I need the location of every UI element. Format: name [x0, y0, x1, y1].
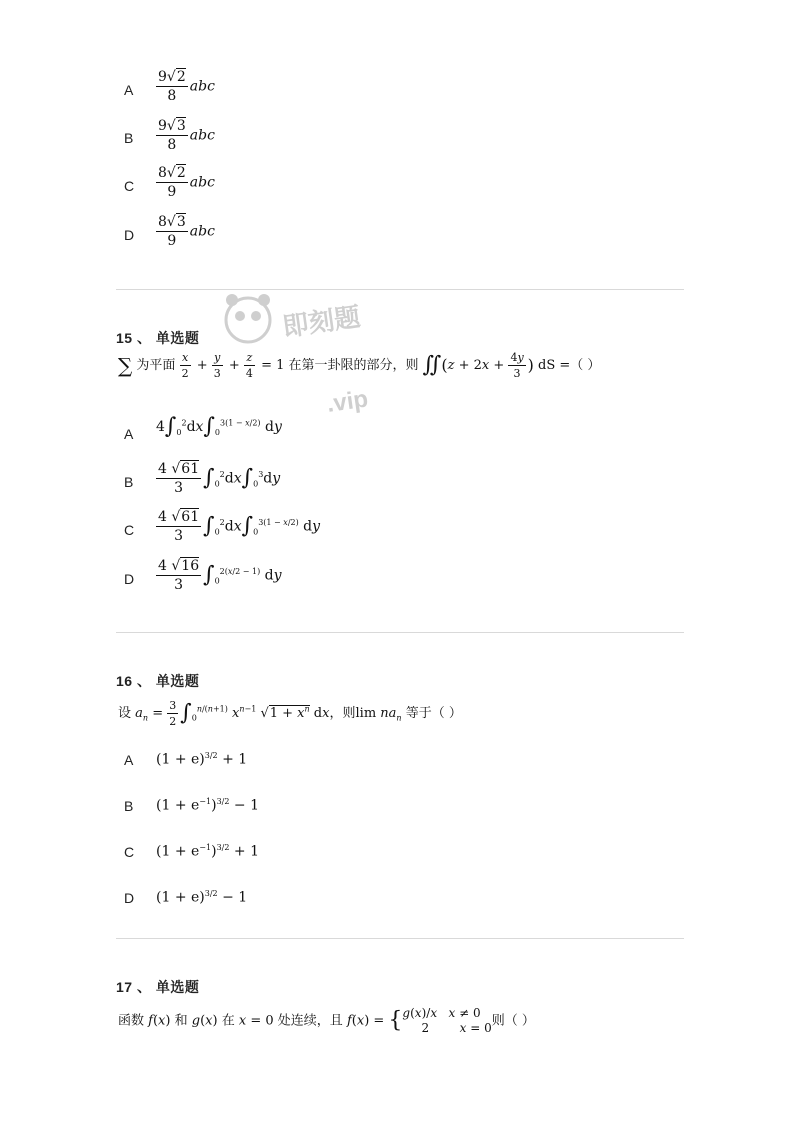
- q16-option-c-math[interactable]: $(1 + e^{-1})^{3/2} + 1$: [156, 843, 259, 860]
- q16-option-a-math[interactable]: $(1 + e)^{3/2} + 1$: [156, 751, 248, 768]
- q16-option-b-math[interactable]: $(1 + e^{-1})^{3/2} - 1$: [156, 797, 259, 814]
- q15-option-d-math[interactable]: $\frac{4 √16}{3}$ $\int_0^{2(x/2 - 1)}$ dy: [158, 558, 282, 593]
- q15-stem: ∑ 为平面 $\frac{x}{2}$ + $\frac{y}{3}$ + $\frac{z}{4}$ = 1 在第一卦限的部分，则 ∬(z + 2x + $\frac{4y}{3}$ ) dS =（ ）: [118, 351, 601, 380]
- q17-stem: 函数 f(x) 和 g(x) 在 x = 0 处连续，且 f(x) = {g(x)/x x ≠ 0 2 x = 0则（ ）: [118, 1006, 535, 1035]
- q15-number: 15: [116, 330, 133, 346]
- watermark-domain: .vip: [325, 385, 370, 418]
- q17-header: 17 、 单选题: [116, 979, 200, 995]
- q16-type: 单选题: [155, 673, 200, 689]
- q15-header: 15 、 单选题: [116, 330, 200, 346]
- divider: [116, 938, 684, 939]
- q17-number: 17: [116, 979, 133, 995]
- q16-option-d-math[interactable]: $(1 + e)^{3/2} - 1$: [156, 889, 248, 906]
- q15-option-a-math[interactable]: $4\int_0^2dx\int_0^{3(1 - x/2)}$ dy: [156, 414, 282, 439]
- q15-option-a-label[interactable]: A: [124, 426, 134, 442]
- q15-option-b-label[interactable]: B: [124, 474, 134, 490]
- q16-stem: 设 $a_n$ = $\frac{3}{2}$ $\int_0^{n/(n+1)}$ $x^{n-1}$ $√1 + x^n$ dx，则$\lim na_n$ 等于（ ）: [118, 699, 462, 728]
- q14-option-c-label[interactable]: C: [124, 178, 135, 194]
- q14-option-a-label[interactable]: A: [124, 82, 134, 98]
- q16-option-a-label[interactable]: A: [124, 752, 134, 768]
- q14-option-c-math[interactable]: $\frac{8√2}{9}$ abc: [158, 165, 215, 200]
- q17-type: 单选题: [155, 979, 200, 995]
- q16-header: 16 、 单选题: [116, 673, 200, 689]
- q15-option-d-label[interactable]: D: [124, 571, 135, 587]
- q15-option-c-label[interactable]: C: [124, 522, 135, 538]
- q14-option-b-label[interactable]: B: [124, 130, 134, 146]
- q15-option-b-math[interactable]: $\frac{4 √61}{3}$ $\int_0^2dx\int_0^3dy$: [158, 461, 281, 496]
- q14-option-b-math[interactable]: $\frac{9√3}{8}$ abc: [158, 118, 215, 153]
- q14-option-d-math[interactable]: $\frac{8√3}{9}$ abc: [158, 214, 215, 249]
- divider: [116, 632, 684, 633]
- q15-type: 单选题: [155, 330, 200, 346]
- q16-number: 16: [116, 673, 133, 689]
- watermark-text: 即刻题: [280, 301, 363, 342]
- q15-option-c-math[interactable]: $\frac{4 √61}{3}$ $\int_0^2dx\int_0^{3(1 - x/2)}$ dy: [158, 509, 321, 544]
- q14-option-a-math[interactable]: $\frac{9√2}{8}$ abc: [158, 69, 215, 104]
- q16-option-c-label[interactable]: C: [124, 844, 135, 860]
- q14-option-d-label[interactable]: D: [124, 227, 135, 243]
- q16-option-b-label[interactable]: B: [124, 798, 134, 814]
- q16-option-d-label[interactable]: D: [124, 890, 135, 906]
